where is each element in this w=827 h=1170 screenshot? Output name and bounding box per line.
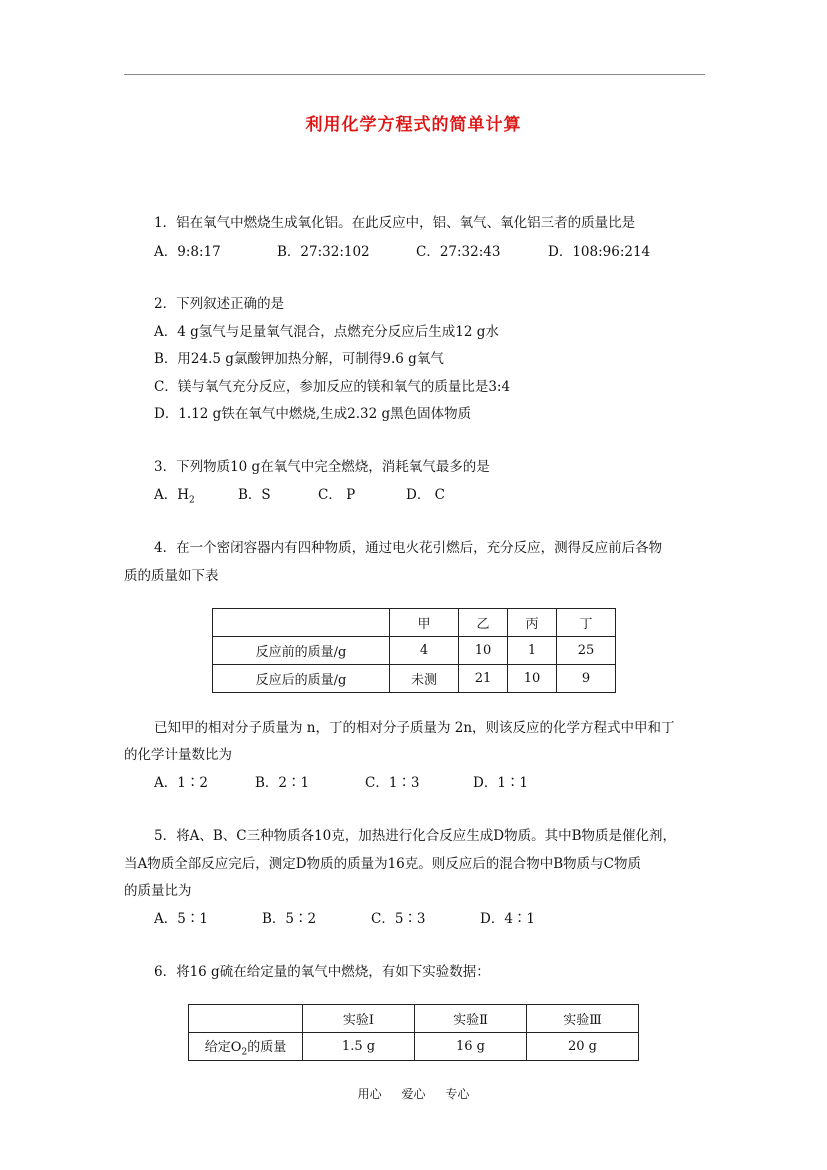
q2-option-b: B．用24.5 g氯酸钾加热分解，可制得9.6 g氧气 xyxy=(154,351,444,367)
q2-stem: 2．下列叙述正确的是 xyxy=(154,296,285,312)
table-row xyxy=(189,1033,639,1061)
table-cell: 10 xyxy=(459,637,508,665)
table-cell: 1 xyxy=(508,637,557,665)
q2-option-a: A．4 g氢气与足量氧气混合，点燃充分反应后生成12 g水 xyxy=(154,324,499,340)
table-cell: 反应后的质量/g xyxy=(213,665,390,693)
q3-options xyxy=(154,486,445,510)
table-cell: 1.5 g xyxy=(303,1033,415,1061)
table-cell: 甲 xyxy=(390,609,459,637)
table-cell: 丁 xyxy=(557,609,616,637)
q1-option-a: A．9:8:17 xyxy=(154,244,221,260)
table-cell: 4 xyxy=(390,637,459,665)
footer-text: 专心 xyxy=(445,1087,470,1101)
q3-option-b: B．S xyxy=(238,487,271,503)
q5-options xyxy=(154,910,535,928)
table-cell: 10 xyxy=(508,665,557,693)
q4-option-d: D．1∶1 xyxy=(473,775,529,791)
q4-options xyxy=(154,774,528,792)
q6-experiment-table xyxy=(188,1004,639,1061)
page-footer xyxy=(0,1085,827,1102)
q5-stem-line-2: 当A物质全部反应完后，测定D物质的质量为16克。则反应后的混合物中B物质与C物质 xyxy=(124,856,642,872)
table-cell xyxy=(213,609,390,637)
q3-stem: 3．下列物质10 g在氧气中完全燃烧，消耗氧气最多的是 xyxy=(154,459,490,475)
q6-stem: 6．将16 g硫在给定量的氧气中燃烧，有如下实验数据： xyxy=(154,964,490,980)
q2-option-c: C．镁与氧气充分反应，参加反应的镁和氧气的质量比是3:4 xyxy=(154,379,511,395)
table-row xyxy=(213,665,616,693)
table-row xyxy=(213,637,616,665)
table-cell: 21 xyxy=(459,665,508,693)
page-title: 利用化学方程式的简单计算 xyxy=(305,115,522,135)
q5-option-b: B．5∶2 xyxy=(262,911,317,927)
footer-text: 爱心 xyxy=(401,1087,426,1101)
table-cell: 丙 xyxy=(508,609,557,637)
q3-option-c: C． P xyxy=(318,487,356,503)
q4-mass-table xyxy=(212,608,616,693)
q5-stem-line-1: 5．将A、B、C三种物质各10克，加热进行化合反应生成D物质。其中B物质是催化剂， xyxy=(154,828,677,844)
table-cell: 20 g xyxy=(527,1033,639,1061)
table-cell: 25 xyxy=(557,637,616,665)
table-cell: 实验Ⅲ xyxy=(527,1005,639,1033)
table-cell xyxy=(189,1005,303,1033)
table-cell: 乙 xyxy=(459,609,508,637)
header-rule xyxy=(124,74,705,75)
table-cell: 16 g xyxy=(415,1033,527,1061)
table-cell: 反应前的质量/g xyxy=(213,637,390,665)
table-cell: 未测 xyxy=(390,665,459,693)
table-header-row xyxy=(213,609,616,637)
footer-text: 用心 xyxy=(357,1087,382,1101)
q4-stem-line-1: 4．在一个密闭容器内有四种物质，通过电火花引燃后，充分反应，测得反应前后各物 xyxy=(154,540,663,556)
q1-option-d: D．108:96:214 xyxy=(548,244,651,260)
q5-option-a: A．5∶1 xyxy=(154,911,208,927)
q1-option-c: C．27:32:43 xyxy=(416,244,501,260)
q4-stem-line-2: 质的质量如下表 xyxy=(124,568,219,584)
q1-options xyxy=(154,243,650,261)
table-cell: 实验Ⅰ xyxy=(303,1005,415,1033)
q4-option-c: C．1∶3 xyxy=(365,775,420,791)
table-cell: 9 xyxy=(557,665,616,693)
q1-option-b: B．27:32:102 xyxy=(277,244,370,260)
table-cell: 给定$O_2$的质量 xyxy=(189,1033,303,1061)
q5-option-d: D．4∶1 xyxy=(480,911,536,927)
q3-option-d: D． C xyxy=(406,487,445,503)
q4-after-line-1: 已知甲的相对分子质量为 n，丁的相对分子质量为 2n，则该反应的化学方程式中甲和丁 xyxy=(154,720,675,736)
q4-after-line-2: 的化学计量数比为 xyxy=(124,747,232,763)
q5-stem-line-3: 的质量比为 xyxy=(124,883,192,899)
table-header-row xyxy=(189,1005,639,1033)
q4-option-a: A．1∶2 xyxy=(154,775,208,791)
table-cell: 实验Ⅱ xyxy=(415,1005,527,1033)
q4-option-b: B．2∶1 xyxy=(255,775,310,791)
q5-option-c: C．5∶3 xyxy=(371,911,426,927)
q3-option-a: A．$H_2$ xyxy=(154,487,195,506)
q1-stem: 1．铝在氧气中燃烧生成氧化铝。在此反应中，铝、氧气、氧化铝三者的质量比是 xyxy=(154,215,636,231)
q2-option-d: D．1.12 g铁在氧气中燃烧,生成2.32 g黑色固体物质 xyxy=(154,406,472,422)
